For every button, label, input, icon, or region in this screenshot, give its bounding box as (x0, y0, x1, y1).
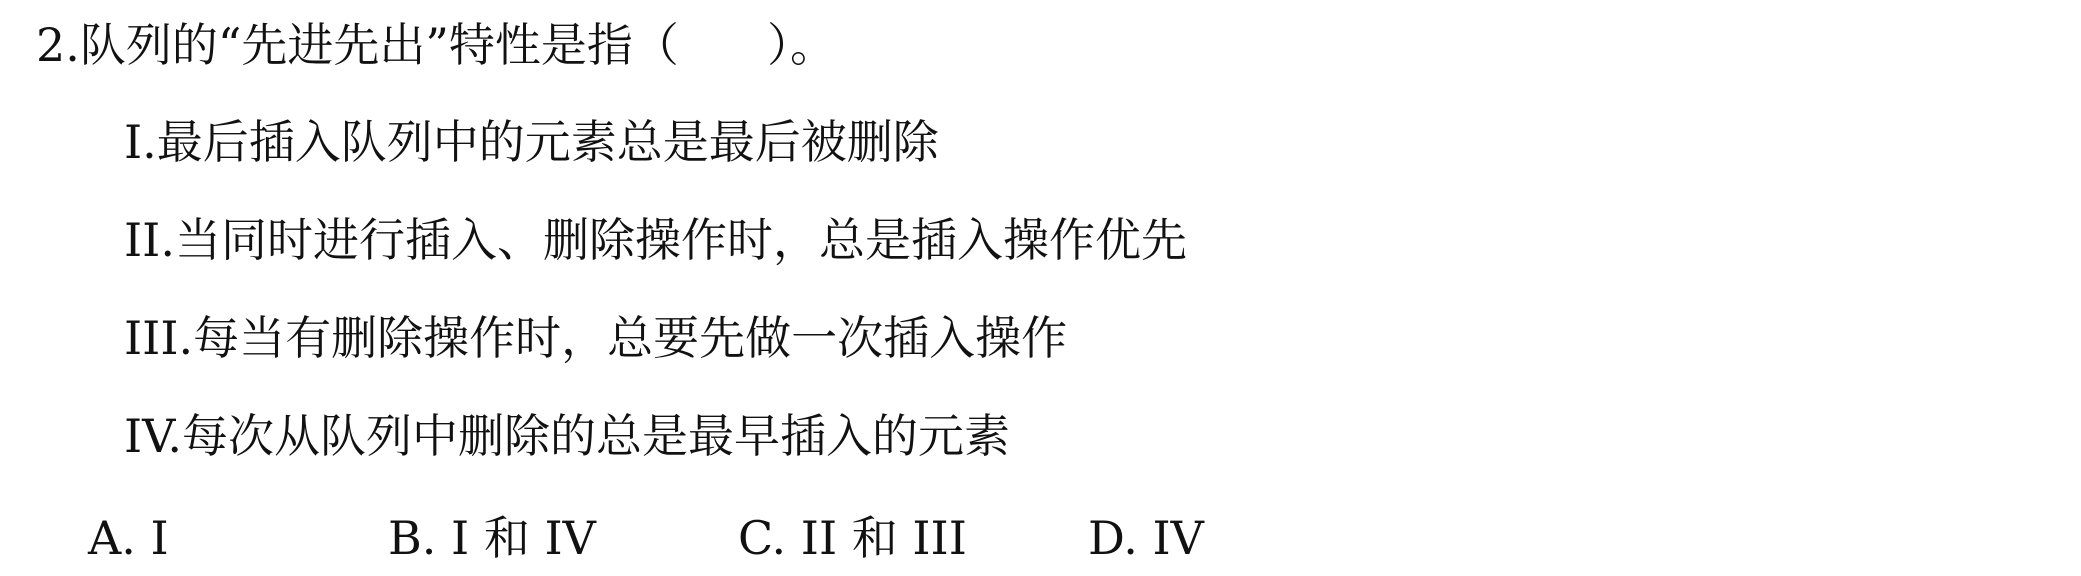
question-title (36, 18, 836, 72)
option-b: B. I 和 IV (388, 511, 596, 565)
option-a: A. I (88, 511, 169, 565)
option-c: C. II 和 III (738, 511, 967, 565)
option-d: D. IV (1088, 511, 1204, 565)
statement-3: III.每当有删除操作时，总要先做一次插入操作 (124, 311, 1068, 365)
statement-2: II.当同时进行插入、删除操作时，总是插入操作优先 (124, 213, 1187, 267)
question-stem-after: ）。 (766, 18, 836, 72)
statement-1: I.最后插入队列中的元素总是最后被删除 (124, 115, 939, 169)
statement-4: IV.每次从队列中删除的总是最早插入的元素 (124, 409, 1010, 463)
question-number: 2. (36, 18, 80, 72)
question-stem-before: 队列的“先进先出”特性是指（ (79, 18, 679, 72)
